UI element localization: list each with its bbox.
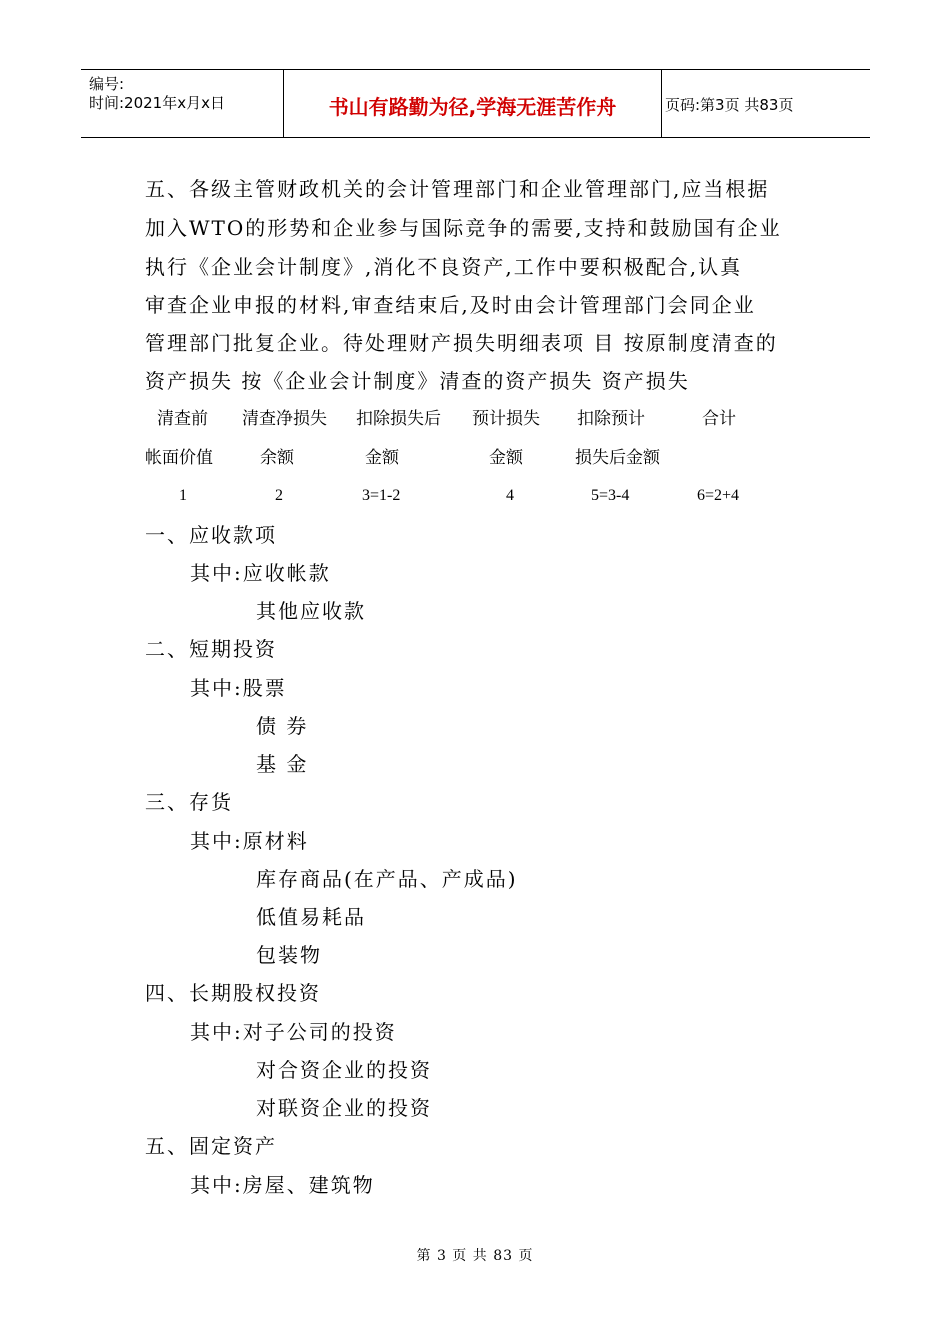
page-header — [81, 69, 870, 138]
page-footer: 第 3 页 共 83 页 — [416, 1248, 534, 1264]
list-item: 三、存货 — [145, 790, 233, 814]
formula-cell: 1 — [179, 487, 187, 504]
header-motto-cell — [283, 70, 662, 137]
paragraph-line: 审查企业申报的材料,审查结束后,及时由会计管理部门会同企业 — [145, 293, 756, 317]
paragraph-line: 资产损失 按《企业会计制度》清查的资产损失 资产损失 — [145, 369, 690, 393]
list-item: 对联资企业的投资 — [256, 1096, 432, 1120]
list-item: 二、短期投资 — [145, 637, 277, 661]
formula-cell: 5=3-4 — [591, 487, 630, 504]
list-item: 基 金 — [256, 752, 309, 776]
table-header-cell: 预计损失 — [472, 409, 540, 429]
document-number-label: 编号: — [89, 75, 125, 93]
table-header-cell: 帐面价值 — [145, 448, 213, 468]
list-item: 四、长期股权投资 — [145, 981, 321, 1005]
formula-cell: 2 — [275, 487, 283, 504]
list-item: 低值易耗品 — [256, 905, 366, 929]
list-item: 债 券 — [256, 714, 309, 738]
paragraph-line: 五、各级主管财政机关的会计管理部门和企业管理部门,应当根据 — [145, 177, 770, 201]
header-page-cell — [661, 70, 870, 137]
header-page-number: 页码:第3页 共83页 — [665, 96, 794, 114]
list-item: 一、应收款项 — [145, 523, 277, 547]
table-header-cell: 扣除损失后 — [356, 409, 441, 429]
table-header-cell: 合计 — [702, 409, 736, 429]
document-time-label: 时间:2021年x月x日 — [89, 94, 225, 112]
list-item: 五、固定资产 — [145, 1134, 277, 1158]
list-item: 对合资企业的投资 — [256, 1058, 432, 1082]
table-header-cell: 清查净损失 — [242, 409, 327, 429]
table-header-cell: 余额 — [260, 448, 294, 468]
list-item: 包装物 — [256, 943, 322, 967]
list-item: 库存商品(在产品、产成品) — [256, 867, 518, 891]
paragraph-line: 执行《企业会计制度》,消化不良资产,工作中要积极配合,认真 — [145, 255, 743, 279]
formula-cell: 4 — [506, 487, 514, 504]
table-header-cell: 清查前 — [157, 409, 208, 429]
list-item: 其他应收款 — [256, 599, 366, 623]
table-header-cell: 损失后金额 — [575, 448, 660, 468]
list-item: 其中:应收帐款 — [190, 561, 331, 585]
header-info-cell — [81, 70, 283, 137]
paragraph-line: 管理部门批复企业。待处理财产损失明细表项 目 按原制度清查的 — [145, 331, 778, 355]
list-item: 其中:股票 — [190, 676, 287, 700]
header-motto: 书山有路勤为径,学海无涯苦作舟 — [328, 95, 617, 119]
list-item: 其中:对子公司的投资 — [190, 1020, 397, 1044]
table-header-cell: 金额 — [489, 448, 523, 468]
list-item: 其中:房屋、建筑物 — [190, 1173, 375, 1197]
formula-cell: 6=2+4 — [697, 487, 740, 504]
paragraph-line: 加入WTO的形势和企业参与国际竞争的需要,支持和鼓励国有企业 — [145, 216, 782, 240]
list-item: 其中:原材料 — [190, 829, 309, 853]
table-header-cell: 扣除预计 — [577, 409, 645, 429]
formula-cell: 3=1-2 — [362, 487, 401, 504]
table-header-cell: 金额 — [365, 448, 399, 468]
